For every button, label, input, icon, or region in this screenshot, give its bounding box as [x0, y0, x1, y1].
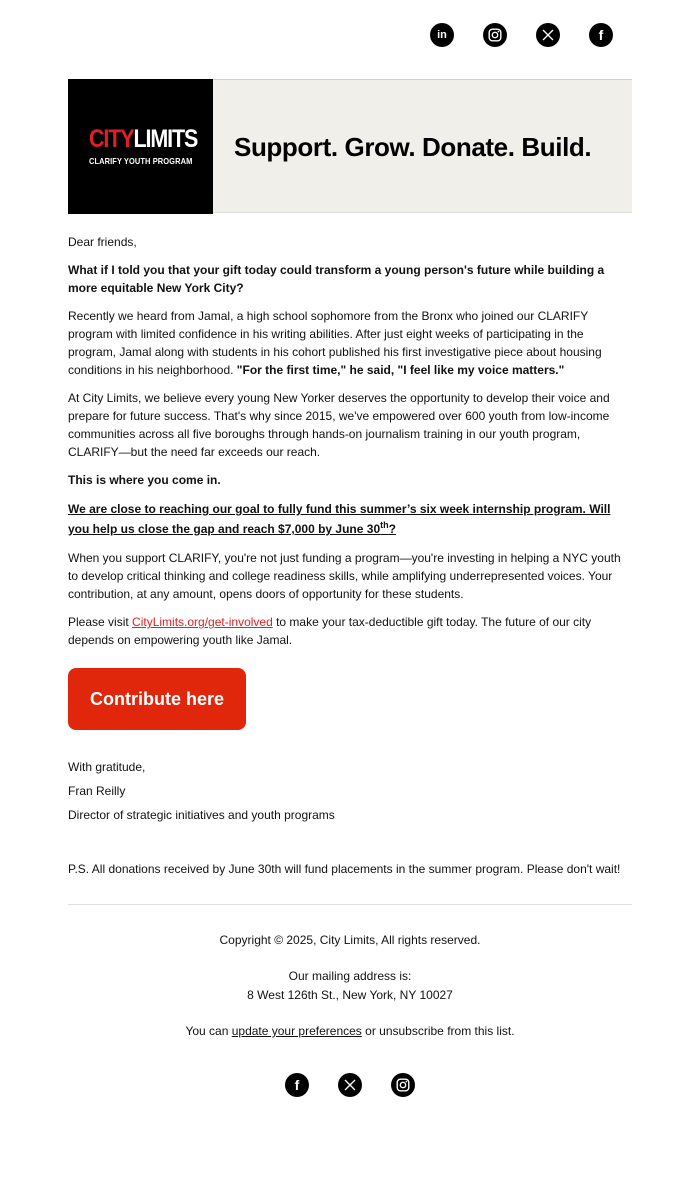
x-icon[interactable] — [536, 23, 560, 47]
signer-name: Fran Reilly — [68, 784, 126, 798]
logo-wordmark — [89, 127, 197, 152]
visit-pre: Please visit — [68, 615, 133, 629]
goal-superscript: th — [380, 520, 389, 530]
goal-end: ? — [388, 522, 396, 536]
logo-limits: LIMITS — [133, 125, 198, 153]
visit-post: to make your tax-deductible gift today. The future of our city depends on empowering youth like Jamal. — [68, 615, 592, 647]
prefs-pre: You can — [185, 1024, 232, 1038]
letter-body — [68, 233, 632, 878]
city-limits-logo[interactable] — [68, 79, 213, 214]
logo-subtitle: CLARIFY YOUTH PROGRAM — [89, 156, 193, 166]
mailing-address — [68, 967, 632, 1005]
copyright: Copyright © 2025, City Limits, All rights reserved. — [219, 933, 481, 947]
facebook-icon[interactable] — [589, 23, 613, 47]
facebook-icon[interactable] — [285, 1073, 309, 1097]
call-paragraph: This is where you come in. — [68, 473, 221, 487]
update-preferences-link[interactable]: update your preferences — [231, 1024, 362, 1038]
facebook-glyph: f — [294, 1077, 300, 1093]
mission-paragraph: At City Limits, we believe every young New Yorker deserves the opportunity to develop their voice and prepare for future success. That's why since 2015, we've empowered over 600 youth from low-income communities across all five boroughs through hands-on journalism training in our youth program, CLARIFY—but the need far exceeds our reach. — [68, 391, 610, 459]
x-glyph — [542, 29, 554, 41]
goal-text: We are close to reaching our goal to fully fund this summer’s six week internship program. Will you help us close the gap and reach $7,000 by June 30 — [68, 502, 611, 536]
goal-paragraph — [68, 499, 632, 539]
facebook-glyph: f — [598, 27, 604, 43]
mailing-label: Our mailing address is: — [288, 969, 412, 983]
logo-city: CITY — [89, 125, 134, 153]
instagram-glyph — [488, 28, 502, 42]
signer-title: Director of strategic initiatives and youth programs — [68, 808, 335, 822]
story-text: Recently we heard from Jamal, a high school sophomore from the Bronx who joined our CLARIFY program with limited confidence in his writing abilities. After just eight weeks of participating in the program, Jamal along with students in his cohort published his first investigative piece about housing conditions in his neighborhood. — [68, 309, 602, 377]
story-quote: "For the first time," he said, "I feel like my voice matters." — [236, 363, 565, 377]
postscript: P.S. All donations received by June 30th will fund placements in the summer program. Please don't wait! — [68, 862, 621, 876]
closing: With gratitude, — [68, 760, 146, 774]
address: 8 West 126th St., New York, NY 10027 — [247, 988, 453, 1002]
footer-divider — [68, 904, 632, 905]
linkedin-icon[interactable] — [430, 23, 454, 47]
visit-paragraph — [68, 613, 632, 649]
x-glyph — [344, 1079, 356, 1091]
support-paragraph: When you support CLARIFY, you're not just funding a program—you're investing in helping a NYC youth to develop critical thinking and college readiness skills, while amplifying underrepresented voices. Your contribution, at any amount, opens doors of opportunity for these students. — [68, 551, 621, 601]
linkedin-glyph: in — [437, 29, 447, 41]
contribute-button[interactable]: Contribute here — [68, 668, 246, 730]
instagram-icon[interactable] — [391, 1073, 415, 1097]
instagram-glyph — [396, 1078, 410, 1092]
get-involved-link[interactable]: CityLimits.org/get-involved — [132, 615, 273, 629]
lead-paragraph: What if I told you that your gift today could transform a young person's future while building a more equitable New York City? — [68, 263, 605, 295]
banner-tagline: Support. Grow. Donate. Build. — [234, 132, 592, 162]
instagram-icon[interactable] — [483, 23, 507, 47]
greeting: Dear friends, — [68, 235, 137, 249]
story-paragraph — [68, 307, 632, 379]
x-icon[interactable] — [338, 1073, 362, 1097]
signature-block — [68, 758, 632, 824]
preferences-line — [68, 1022, 632, 1041]
header-banner — [68, 79, 632, 213]
footer — [68, 931, 632, 1058]
prefs-post: or unsubscribe from this list. — [361, 1024, 515, 1038]
